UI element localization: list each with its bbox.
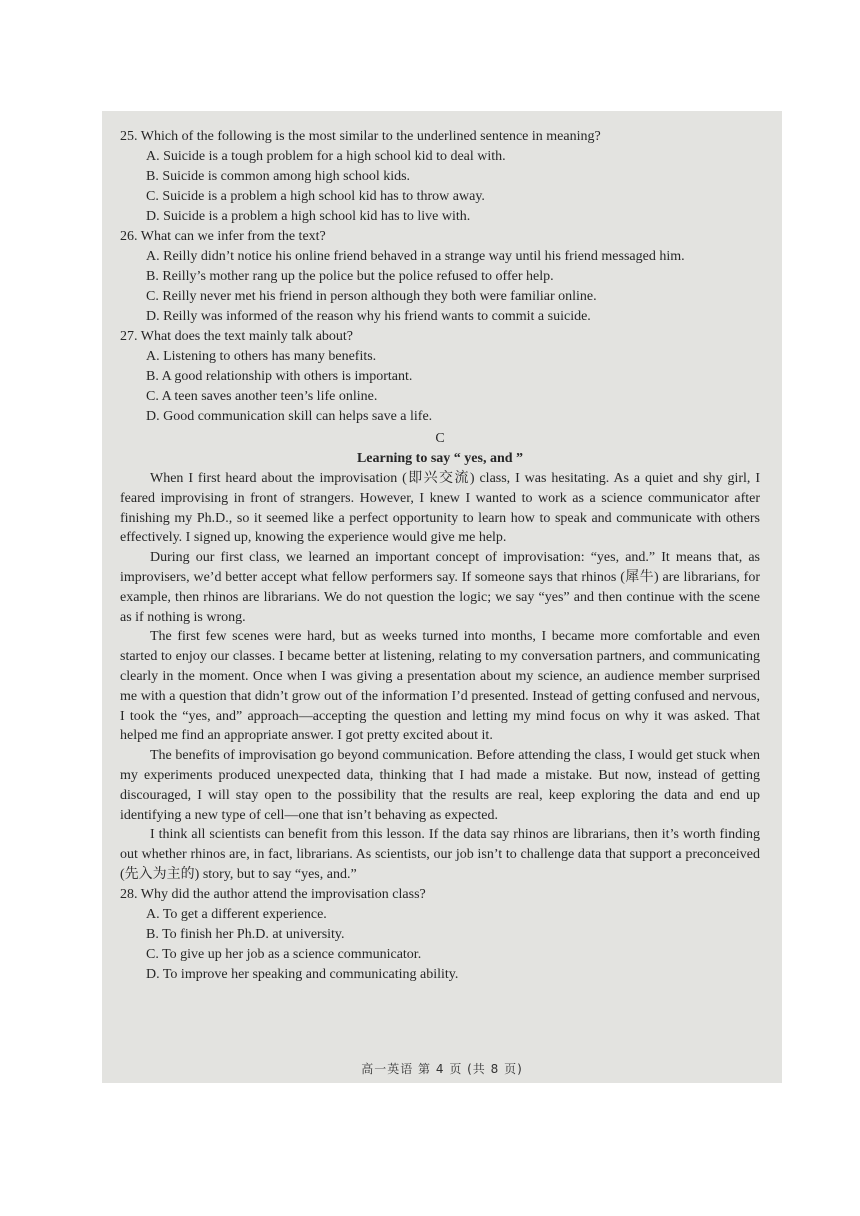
question-26 <box>120 227 760 327</box>
option-b: B. To finish her Ph.D. at university. <box>146 926 345 942</box>
option-b: B. A good relationship with others is important. <box>146 369 413 384</box>
option-d: D. To improve her speaking and communicating ability. <box>146 966 459 982</box>
question-stem: 27. What does the text mainly talk about? <box>120 329 354 344</box>
option-d: D. Reilly was informed of the reason why his friend wants to commit a suicide. <box>146 309 591 324</box>
question-28 <box>120 885 760 985</box>
paragraph-1: When I first heard about the improvisation (即兴交流) class, I was hesitating. As a quiet and shy girl, I feared improvising in front of strangers. However, I knew I wanted to work as a science communicator after finishing my Ph.D., so it seemed like a perfect opportunity to learn how to speak and communicate with others effectively. I signed up, knowing the experience would give me help. <box>120 471 760 546</box>
option-c: C. Suicide is a problem a high school kid has to throw away. <box>146 189 485 204</box>
option-d: D. Suicide is a problem a high school kid has to live with. <box>146 209 471 224</box>
question-stem: 28. Why did the author attend the improvisation class? <box>120 886 426 902</box>
option-a: A. Suicide is a tough problem for a high school kid to deal with. <box>146 149 506 164</box>
option-b: B. Reilly’s mother rang up the police but the police refused to offer help. <box>146 269 554 284</box>
page-footer: 高一英语 第 4 页 (共 8 页) <box>361 1062 523 1076</box>
option-b: B. Suicide is common among high school kids. <box>146 169 411 184</box>
exam-page <box>102 111 782 1083</box>
option-d: D. Good communication skill can helps save a life. <box>146 409 433 424</box>
paragraph-4: The benefits of improvisation go beyond communication. Before attending the class, I would get stuck when my experiments produced unexpected data, thinking that I had made a mistake. But now, instead of getting discouraged, I will stay open to the possibility that the results are real, keep exploring the data and end up identifying a new type of cell—one that isn’t behaving as expected. <box>120 748 760 823</box>
option-c: C. To give up her job as a science communicator. <box>146 946 422 962</box>
section-letter: C <box>435 431 445 446</box>
page-content <box>120 127 760 985</box>
question-stem: 26. What can we infer from the text? <box>120 229 326 244</box>
passage-title: Learning to say “ yes, and ” <box>356 451 524 466</box>
option-a: A. To get a different experience. <box>146 906 327 922</box>
option-a: A. Listening to others has many benefits. <box>146 349 377 364</box>
question-25 <box>120 127 760 227</box>
option-a: A. Reilly didn’t notice his online friend behaved in a strange way until his friend messaged him. <box>146 249 685 264</box>
paragraph-2: During our first class, we learned an important concept of improvisation: “yes, and.” It means that, as improvisers, we’d better accept what fellow performers say. If someone says that rhinos (犀牛) are librarians, for example, then rhinos are librarians. We do not question the logic; we say “yes” and then continue with the scene as if nothing is wrong. <box>120 550 760 625</box>
question-27 <box>120 327 760 427</box>
paragraph-5: I think all scientists can benefit from this lesson. If the data say rhinos are librarians, then it’s worth finding out whether rhinos are, in fact, librarians. As scientists, our job isn’t to challenge data that support a preconceived (先入为主的) story, but to say “yes, and.” <box>120 827 760 882</box>
paragraph-3: The first few scenes were hard, but as weeks turned into months, I became more comfortable and even started to enjoy our classes. I became better at listening, relating to my conversation partners, and communicating clearly in the moment. Once when I was giving a presentation about my science, an audience member surprised me with a question that didn’t grow out of the information I’d presented. Instead of getting confused and nervous, I took the “yes, and” approach—accepting the question and letting my mind focus on why it was asked. That helped me find an appropriate answer. I got pretty excited about it. <box>120 629 760 744</box>
question-stem: 25. Which of the following is the most similar to the underlined sentence in meaning? <box>120 129 601 144</box>
option-c: C. Reilly never met his friend in person although they both were familiar online. <box>146 289 597 304</box>
option-c: C. A teen saves another teen’s life online. <box>146 389 378 404</box>
passage-body <box>120 469 760 885</box>
